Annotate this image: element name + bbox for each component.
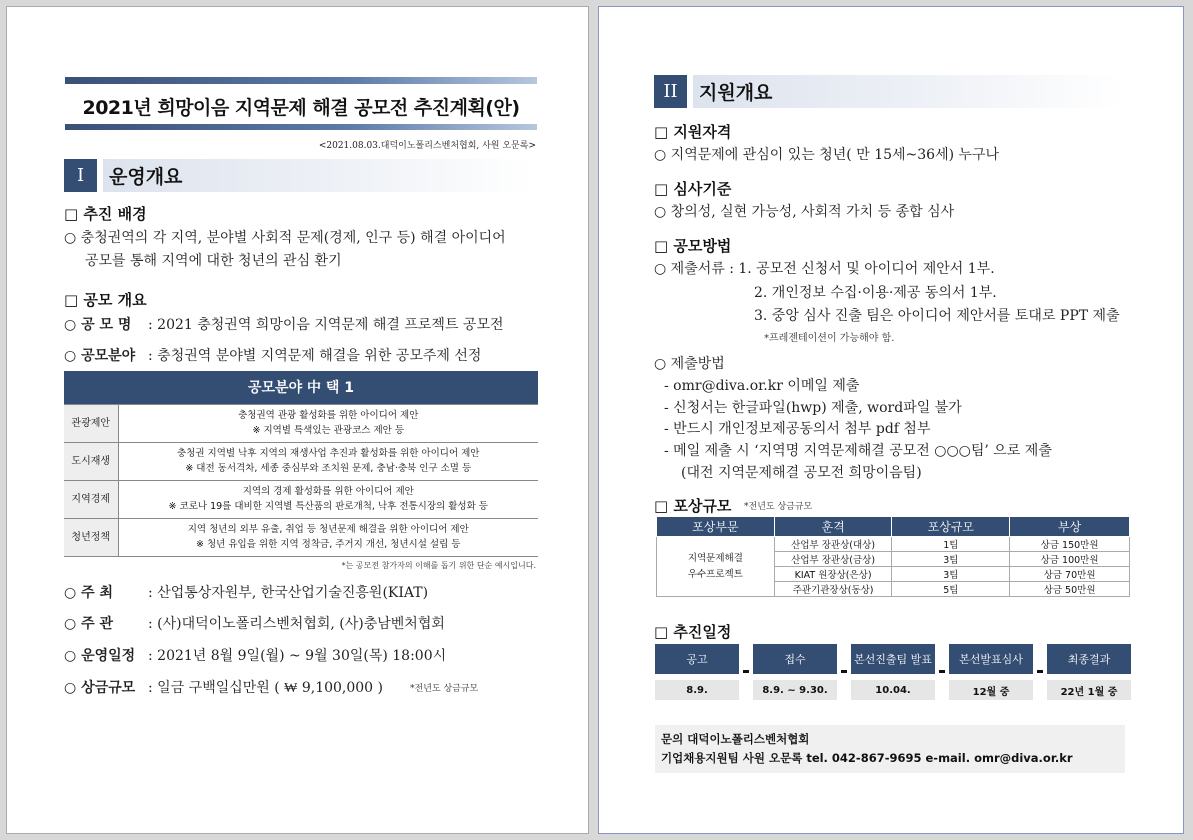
contest-name-key: ○ 공 모 명 <box>64 317 132 333</box>
document-page-1 <box>6 6 589 834</box>
step-date: 10.04. <box>851 680 935 700</box>
award-rank: KIAT 원장상(은상) <box>774 567 892 582</box>
desc-line: 충청권역 관광 활성화를 위한 아이디어 제안 <box>238 410 419 421</box>
contest-field-value: : 충청권역 분야별 지역문제 해결을 위한 공모주제 선정 <box>148 348 482 364</box>
title-top-bar <box>65 77 537 84</box>
organizer-value: : (사)대덕이노폴리스벤처협회, (사)충남벤처협회 <box>148 616 445 632</box>
docs-line-3: 3. 중앙 심사 진출 팀은 아이디어 제안서를 토대로 PPT 제출 <box>754 308 1120 324</box>
background-line-1: ○ 충청권역의 각 지역, 분야별 사회적 문제(경제, 인구 등) 해결 아이디어 <box>64 230 506 246</box>
table-row <box>657 537 1130 552</box>
step-connector <box>743 670 749 673</box>
award-header: 부상 <box>1010 517 1130 537</box>
background-line-2: 공모를 통해 지역에 대한 청년의 관심 환기 <box>85 253 342 269</box>
section-label: 지원개요 <box>693 75 1123 108</box>
schedule-step <box>1047 644 1131 700</box>
award-count: 1팀 <box>892 537 1010 552</box>
contact-line-1: 문의 대덕이노폴리스벤처협회 <box>661 732 810 746</box>
schedule-step <box>753 644 837 700</box>
table-cell-desc <box>118 518 538 556</box>
host-value: : 산업통상자원부, 한국산업기술진흥원(KIAT) <box>148 585 429 601</box>
prize-value: : 일금 구백일십만원 ( ₩ 9,100,000 ) <box>148 680 383 696</box>
step-label: 공고 <box>655 644 739 674</box>
table-note: *는 공모전 참가자의 이해를 돕기 위한 단순 예시입니다. <box>341 561 536 570</box>
award-category-line: 지역문제해결 <box>687 552 743 564</box>
desc-line: 지역의 경제 활성화를 위한 아이디어 제안 <box>242 486 414 497</box>
desc-line: 충청권 지역별 낙후 지역의 재생사업 추진과 활성화를 위한 아이디어 제안 <box>177 448 480 459</box>
heading-background: □ 추진 배경 <box>64 205 147 223</box>
table-cell-desc <box>118 442 538 480</box>
step-label: 본선진출팀 발표 <box>851 644 935 674</box>
section-heading-2 <box>654 75 1123 108</box>
submit-line: - 메일 제출 시 ‘지역명 지역문제해결 공모전 ○○○팀’ 으로 제출 <box>664 443 1052 459</box>
field-table-header: 공모분야 中 택 1 <box>64 371 538 404</box>
table-cell-desc <box>118 480 538 518</box>
step-date: 22년 1월 중 <box>1047 680 1131 700</box>
award-category <box>657 537 775 597</box>
heading-schedule: □ 추진일정 <box>654 623 732 641</box>
document-title: 2021년 희망이음 지역문제 해결 공모전 추진계획(안) <box>82 97 520 119</box>
step-label: 본선발표심사 <box>949 644 1033 674</box>
schedule-value: : 2021년 8월 9일(월) ~ 9월 30일(목) 18:00시 <box>148 648 447 664</box>
section-label: 운영개요 <box>103 159 533 192</box>
step-label: 접수 <box>753 644 837 674</box>
step-date: 8.9. ~ 9.30. <box>753 680 837 700</box>
contact-box <box>655 725 1125 773</box>
step-date: 12월 중 <box>949 680 1033 700</box>
table-cell-category: 도시재생 <box>64 442 118 480</box>
document-subtitle: <2021.08.03.대덕이노폴리스벤처협회, 사원 오문록> <box>318 141 536 151</box>
step-connector <box>939 670 945 673</box>
docs-line-1: ○ 제출서류 : 1. 공모전 신청서 및 아이디어 제안서 1부. <box>654 261 995 277</box>
desc-note: ※ 대전 동서격차, 세종 중심부와 조치원 문제, 충남·충북 인구 소멸 등 <box>185 463 472 474</box>
table-row <box>64 404 538 442</box>
schedule-key: ○ 운영일정 <box>64 648 136 664</box>
heading-criteria: □ 심사기준 <box>654 180 732 198</box>
host-key: ○ 주 최 <box>64 585 114 601</box>
award-prize: 상금 150만원 <box>1010 537 1130 552</box>
desc-note: ※ 청년 유입을 위한 지역 정착금, 주거지 개선, 청년시설 설립 등 <box>196 539 461 550</box>
table-cell-category: 지역경제 <box>64 480 118 518</box>
contact-line-2: 기업채용지원팀 사원 오문록 tel. 042-867-9695 e-mail. omr@diva.or.kr <box>661 751 1073 765</box>
award-table <box>656 516 1130 597</box>
section-number: I <box>64 159 97 192</box>
schedule-step <box>949 644 1033 700</box>
submit-line: - omr@diva.or.kr 이메일 제출 <box>664 378 860 394</box>
table-cell-category: 청년정책 <box>64 518 118 556</box>
award-rank: 산업부 장관상(대상) <box>774 537 892 552</box>
award-count: 3팀 <box>892 567 1010 582</box>
step-connector <box>1037 670 1043 673</box>
heading-method: □ 공모방법 <box>654 237 732 255</box>
award-prize: 상금 100만원 <box>1010 552 1130 567</box>
heading-qualification: □ 지원자격 <box>654 123 732 141</box>
step-label: 최종결과 <box>1047 644 1131 674</box>
award-header: 훈격 <box>774 517 892 537</box>
award-count: 5팀 <box>892 582 1010 597</box>
prize-note: *전년도 상금규모 <box>410 684 479 694</box>
submit-heading: ○ 제출방법 <box>654 356 725 372</box>
award-prize: 상금 50만원 <box>1010 582 1130 597</box>
table-row <box>64 518 538 556</box>
award-rank: 주관기관장상(동상) <box>774 582 892 597</box>
docs-line-2: 2. 개인정보 수집·이용·제공 동의서 1부. <box>754 285 997 301</box>
contest-name-value: : 2021 충청권역 희망이음 지역문제 해결 프로젝트 공모전 <box>148 317 504 333</box>
schedule-step <box>655 644 739 700</box>
table-row <box>64 442 538 480</box>
step-connector <box>841 670 847 673</box>
award-count: 3팀 <box>892 552 1010 567</box>
desc-note: ※ 지역별 특색있는 관광코스 제안 등 <box>252 425 405 436</box>
section-heading-1 <box>64 159 533 192</box>
field-table <box>64 371 538 557</box>
table-row <box>64 480 538 518</box>
heading-award: □ 포상규모 <box>654 497 732 515</box>
table-cell-category: 관광제안 <box>64 404 118 442</box>
criteria-text: ○ 창의성, 실현 가능성, 사회적 가치 등 종합 심사 <box>654 204 955 220</box>
award-note: *전년도 상금규모 <box>744 502 813 512</box>
submit-line: - 반드시 개인정보제공동의서 첨부 pdf 첨부 <box>664 421 931 437</box>
schedule-step <box>851 644 935 700</box>
award-header: 포상규모 <box>892 517 1010 537</box>
submit-line: - 신청서는 한글파일(hwp) 제출, word파일 불가 <box>664 400 962 416</box>
desc-note: ※ 코로나 19를 대비한 지역별 특산품의 판로개척, 낙후 전통시장의 활성화 등 <box>168 501 488 512</box>
table-cell-desc <box>118 404 538 442</box>
section-number: II <box>654 75 687 108</box>
docs-note: *프레젠테이션이 가능해야 함. <box>764 333 895 344</box>
prize-key: ○ 상금규모 <box>64 680 136 696</box>
award-category-line: 우수프로젝트 <box>687 568 743 580</box>
document-page-2 <box>598 6 1184 834</box>
title-bottom-bar <box>65 124 537 130</box>
qualification-text: ○ 지역문제에 관심이 있는 청년( 만 15세~36세) 누구나 <box>654 147 1000 163</box>
award-rank: 산업부 장관상(금상) <box>774 552 892 567</box>
submit-line: (대전 지역문제해결 공모전 희망이음팀) <box>681 465 922 481</box>
desc-line: 지역 청년의 외부 유출, 취업 등 청년문제 해결을 위한 아이디어 제안 <box>187 524 469 535</box>
award-header: 포상부문 <box>657 517 775 537</box>
contest-field-key: ○ 공모분야 <box>64 348 136 364</box>
organizer-key: ○ 주 관 <box>64 616 114 632</box>
step-date: 8.9. <box>655 680 739 700</box>
heading-overview: □ 공모 개요 <box>64 291 147 309</box>
award-prize: 상금 70만원 <box>1010 567 1130 582</box>
